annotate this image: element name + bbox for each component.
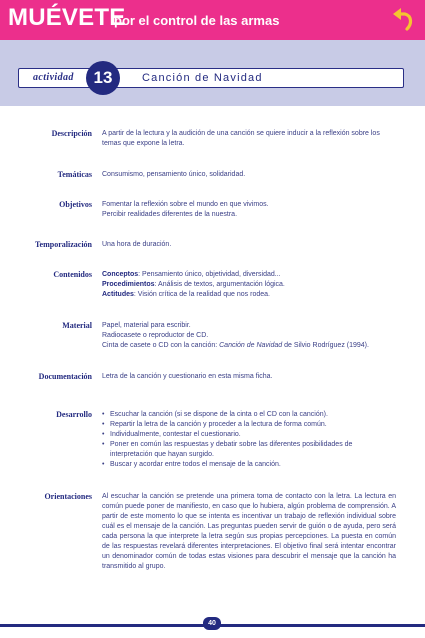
list-item: • Poner en común las respuestas y debatir sobre las diferentes posibilidades de interpretación que hayan surgido. (102, 440, 396, 460)
section-content: Fomentar la reflexión sobre el mundo en que vivimos. Percibir realidades diferentes de la nuestra. (102, 201, 269, 218)
list-item: • Repartir la letra de la canción y proceder a la lectura de forma común. (102, 420, 396, 430)
brand-title: MUÉVETE (8, 4, 126, 31)
section-label: Documentación (38, 372, 92, 381)
activity-title: Canción de Navidad (142, 72, 263, 84)
list-item: • Buscar y acordar entre todos el mensaje de la canción. (102, 460, 396, 470)
section-content: Papel, material para escribir. Radiocasete o reproductor de CD. Cinta de casete o CD con la canción: Canción de Navidad de Silvio Rodríguez (1994). (102, 322, 369, 349)
section-content: Consumismo, pensamiento único, solidaridad. (102, 171, 246, 178)
activity-label: actividad (33, 72, 74, 83)
section-label: Orientaciones (44, 492, 92, 501)
section-label: Temáticas (57, 170, 92, 179)
section-content: Una hora de duración. (102, 241, 172, 248)
section-label: Material (62, 321, 92, 330)
section-content: Al escuchar la canción se pretende una primera toma de contacto con la letra. La lectura en común puede poner de manifiesto, en caso que lo hubiera, algún problema de comprensión. A partir de este momento lo que se intenta es incentivar un trabajo de reflexión individual sobre cuál es el mensaje de la canción. Las preguntas pueden servir de guión o de ayuda, pero será cada persona la que interprete la letra según sus propias percepciones. La puesta en común de las respuestas revelará diferentes interpretaciones. El objetivo final será intentar encontrar un denominador común de todas estas visiones para descubrir el mensaje que la canción ha transmitido al grupo. (102, 493, 396, 570)
list-item: • Individualmente, contestar el cuestionario. (102, 430, 396, 440)
desarrollo-list (102, 410, 396, 470)
section-label: Contenidos (53, 270, 92, 279)
activity-number-badge: 13 (86, 61, 120, 95)
page-number: 40 (203, 617, 221, 630)
section-content (102, 410, 396, 470)
return-arrow-icon[interactable] (387, 4, 417, 34)
section-content: A partir de la lectura y la audición de una canción se quiere inducir a la reflexión sobre los temas que expone la letra. (102, 130, 380, 147)
section-label: Descripción (51, 129, 92, 138)
header-bar (0, 0, 425, 40)
brand-tagline: por el control de las armas (114, 13, 280, 28)
section-content: Conceptos: Pensamiento único, objetividad, diversidad... Procedimientos: Análisis de textos, argumentación lógica. Actitudes: Visión crítica de la realidad que nos rodea. (102, 271, 285, 298)
section-label: Temporalización (34, 240, 92, 249)
list-item: • Escuchar la canción (si se dispone de la cinta o el CD con la canción). (102, 410, 396, 420)
section-label: Desarrollo (56, 410, 92, 419)
section-label: Objetivos (59, 200, 92, 209)
section-content: Letra de la canción y cuestionario en esta misma ficha. (102, 373, 273, 380)
